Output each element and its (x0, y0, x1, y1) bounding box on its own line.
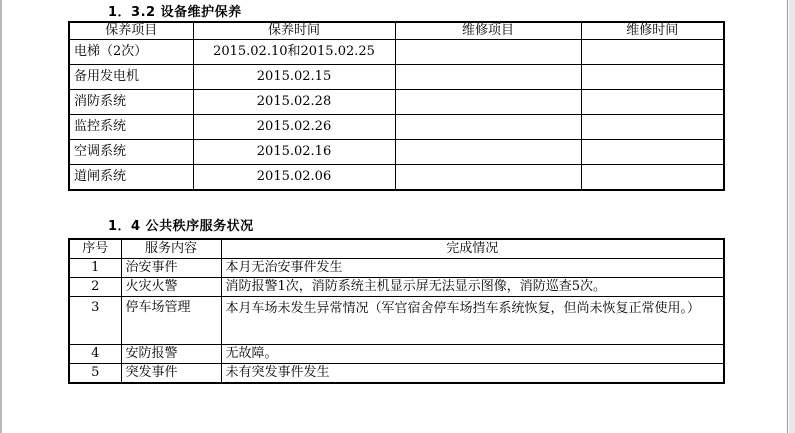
header-cell: 完成情况 (221, 239, 724, 259)
table-header-row (69, 22, 724, 40)
item-cell: 监控系统 (69, 115, 193, 140)
time-cell: 2015.02.10和2015.02.25 (193, 40, 395, 65)
header-cell: 序号 (69, 239, 121, 259)
window-left-edge (0, 0, 2, 433)
table-row (69, 345, 724, 364)
repair-time-cell (581, 65, 724, 90)
header-cell: 维修项目 (395, 22, 581, 40)
header-cell: 维修时间 (581, 22, 724, 40)
table-header-row (69, 239, 724, 259)
window-right-edge (787, 0, 788, 433)
table-row (69, 90, 724, 115)
repair-time-cell (581, 140, 724, 165)
repair-time-cell (581, 40, 724, 65)
repair-cell (395, 65, 581, 90)
number-cell: 2 (69, 278, 121, 297)
time-cell: 2015.02.15 (193, 65, 395, 90)
content-cell: 治安事件 (121, 259, 221, 278)
repair-time-cell (581, 165, 724, 191)
table-row (69, 297, 724, 345)
repair-cell (395, 165, 581, 191)
repair-cell (395, 90, 581, 115)
item-cell: 备用发电机 (69, 65, 193, 90)
item-cell: 消防系统 (69, 90, 193, 115)
number-cell: 5 (69, 364, 121, 384)
header-cell: 保养时间 (193, 22, 395, 40)
status-cell: 未有突发事件发生 (221, 364, 724, 384)
content-cell: 停车场管理 (121, 297, 221, 345)
content-cell: 突发事件 (121, 364, 221, 384)
maintenance-table (68, 21, 725, 191)
time-cell: 2015.02.16 (193, 140, 395, 165)
repair-cell (395, 115, 581, 140)
table-row (69, 364, 724, 384)
public-order-table (68, 238, 725, 384)
content-cell: 火灾火警 (121, 278, 221, 297)
window-right-margin (789, 0, 795, 433)
time-cell: 2015.02.26 (193, 115, 395, 140)
repair-cell (395, 40, 581, 65)
time-cell: 2015.02.28 (193, 90, 395, 115)
item-cell: 道闸系统 (69, 165, 193, 191)
table-row (69, 40, 724, 65)
table-row (69, 65, 724, 90)
table-row (69, 115, 724, 140)
table-row (69, 140, 724, 165)
number-cell: 3 (69, 297, 121, 345)
item-cell: 电梯（2次） (69, 40, 193, 65)
number-cell: 1 (69, 259, 121, 278)
status-cell: 无故障。 (221, 345, 724, 364)
time-cell: 2015.02.06 (193, 165, 395, 191)
item-cell: 空调系统 (69, 140, 193, 165)
status-cell: 消防报警1次，消防系统主机显示屏无法显示图像，消防巡查5次。 (221, 278, 724, 297)
status-cell: 本月无治安事件发生 (221, 259, 724, 278)
header-cell: 保养项目 (69, 22, 193, 40)
status-cell: 本月车场未发生异常情况（军官宿舍停车场挡车系统恢复，但尚未恢复正常使用。） (221, 297, 724, 345)
section-heading-maintenance: 1．3.2 设备维护保养 (108, 5, 242, 20)
content-cell: 安防报警 (121, 345, 221, 364)
number-cell: 4 (69, 345, 121, 364)
repair-time-cell (581, 115, 724, 140)
table-row (69, 278, 724, 297)
section-heading-public-order: 1．4 公共秩序服务状况 (108, 219, 254, 234)
repair-time-cell (581, 90, 724, 115)
table-row (69, 259, 724, 278)
table-row (69, 165, 724, 191)
repair-cell (395, 140, 581, 165)
header-cell: 服务内容 (121, 239, 221, 259)
